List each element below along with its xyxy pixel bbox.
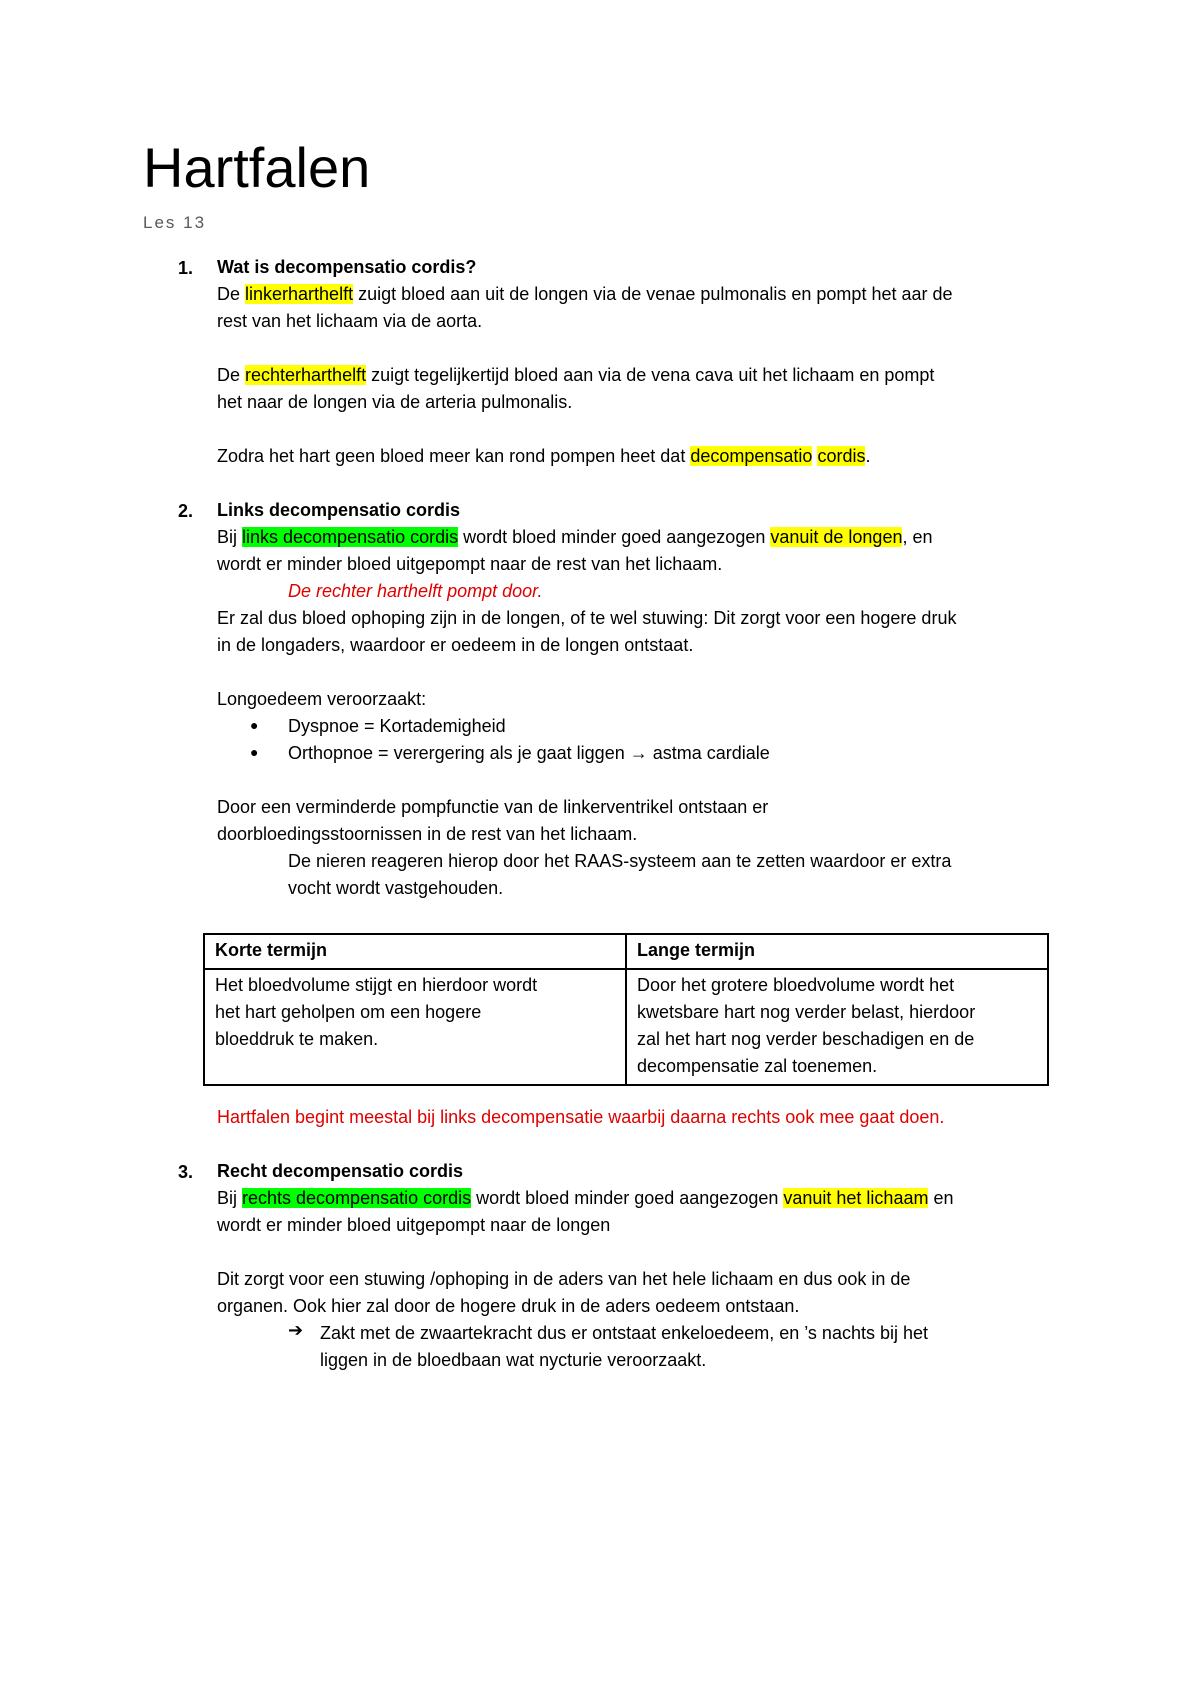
- bullet-icon: ●: [250, 717, 259, 733]
- section-1-paragraph-1-line-2: rest van het lichaam via de aorta.: [217, 311, 483, 331]
- highlight-vanuit-de-longen: vanuit de longen: [770, 527, 903, 547]
- section-2-number: 2.: [178, 501, 194, 521]
- section-3-line-4: organen. Ook hier zal door de hogere druk in de aders oedeem ontstaan.: [217, 1296, 800, 1316]
- section-1-heading: Wat is decompensatio cordis?: [217, 257, 477, 277]
- cell-line: zal het hart nog verder beschadigen en de: [637, 1029, 975, 1049]
- section-3-line-3: Dit zorgt voor een stuwing /ophoping in de aders van het hele lichaam en dus ook in de: [217, 1269, 911, 1289]
- text: wordt bloed minder goed aangezogen: [471, 1188, 784, 1208]
- page-title: Hartfalen: [143, 136, 371, 199]
- text: Bij: [217, 1188, 243, 1208]
- page-subtitle: Les 13: [143, 213, 207, 232]
- table-header-row: [204, 934, 1048, 969]
- cell-line: bloeddruk te maken.: [215, 1029, 379, 1049]
- text: Bij: [217, 527, 243, 547]
- highlight-linkerharthelft: linkerharthelft: [245, 284, 354, 304]
- table-header-long: Lange termijn: [626, 934, 1048, 969]
- section-1-paragraph-2-line-2: het naar de longen via de arteria pulmonalis.: [217, 392, 573, 412]
- section-2-line-2: wordt er minder bloed uitgepompt naar de rest van het lichaam.: [217, 554, 723, 574]
- text: .: [865, 446, 871, 466]
- cell-line: het hart geholpen om een hogere: [215, 1002, 482, 1022]
- section-2-para-5-line-1: Door een verminderde pompfunctie van de linkerventrikel ontstaan er: [217, 797, 769, 817]
- section-3-arrow-line-1: Zakt met de zwaartekracht dus er ontstaat enkeloedeem, en ’s nachts bij het: [320, 1323, 929, 1343]
- highlight-rechterharthelft: rechterharthelft: [245, 365, 367, 385]
- text: De: [217, 284, 246, 304]
- arrow-right-bold-icon: ➔: [288, 1320, 304, 1340]
- text: , en: [902, 527, 933, 547]
- highlight-decompensatio: decompensatio: [690, 446, 813, 466]
- text: zuigt tegelijkertijd bloed aan via de vena cava uit het lichaam en pompt: [366, 365, 935, 385]
- cell-line: decompensatie zal toenemen.: [637, 1056, 878, 1076]
- section-2-line-4: in de longaders, waardoor er oedeem in de longen ontstaat.: [217, 635, 694, 655]
- text: Zodra het hart geen bloed meer kan rond pompen heet dat: [217, 446, 691, 466]
- section-2-line-3: Er zal dus bloed ophoping zijn in de longen, of te wel stuwing: Dit zorgt voor een hogere druk: [217, 608, 957, 628]
- section-3-arrow-line-2: liggen in de bloedbaan wat nycturie veroorzaakt.: [320, 1350, 707, 1370]
- section-2-para-5-line-3: De nieren reageren hierop door het RAAS-systeem aan te zetten waardoor er extra: [288, 851, 952, 871]
- red-note-italic: De rechter harthelft pompt door.: [288, 581, 543, 601]
- bullet-item-1: Dyspnoe = Kortademigheid: [288, 716, 506, 736]
- text: astma cardiale: [652, 743, 770, 763]
- section-2-line-1: [217, 524, 933, 551]
- highlight-rechts-decompensatio: rechts decompensatio cordis: [242, 1188, 472, 1208]
- bullet-icon: ●: [250, 744, 259, 760]
- section-1-number: 1.: [178, 258, 194, 278]
- section-3-line-2: wordt er minder bloed uitgepompt naar de longen: [217, 1215, 611, 1235]
- highlight-vanuit-het-lichaam: vanuit het lichaam: [783, 1188, 929, 1208]
- section-2-para-5-line-2: doorbloedingsstoornissen in de rest van het lichaam.: [217, 824, 638, 844]
- table-header-short: Korte termijn: [204, 934, 626, 969]
- arrow-right-icon: →: [629, 743, 648, 763]
- section-3-line-1: [217, 1185, 954, 1212]
- section-2-para-5-line-4: vocht wordt vastgehouden.: [288, 878, 504, 898]
- section-2-heading: Links decompensatio cordis: [217, 500, 461, 520]
- text: en: [928, 1188, 954, 1208]
- section-3-heading: Recht decompensatio cordis: [217, 1161, 464, 1181]
- cell-line: Het bloedvolume stijgt en hierdoor wordt: [215, 975, 538, 995]
- text: zuigt bloed aan uit de longen via de venae pulmonalis en pompt het aar de: [353, 284, 953, 304]
- section-1-paragraph-3: [217, 443, 870, 470]
- text: Orthopnoe = verergering als je gaat liggen: [288, 743, 625, 763]
- cause-label: Longoedeem veroorzaakt:: [217, 689, 427, 709]
- bullet-item-2: [288, 740, 770, 767]
- text: wordt bloed minder goed aangezogen: [458, 527, 771, 547]
- text: De: [217, 365, 246, 385]
- table-row: [204, 969, 1048, 1085]
- term-table: [203, 933, 1049, 1086]
- red-conclusion-note: Hartfalen begint meestal bij links decompensatie waarbij daarna rechts ook mee gaat doen.: [217, 1107, 945, 1127]
- section-1-paragraph-2-line-1: [217, 362, 934, 389]
- cell-line: Door het grotere bloedvolume wordt het: [637, 975, 955, 995]
- section-3-number: 3.: [178, 1162, 194, 1182]
- section-1-paragraph-1-line-1: [217, 281, 953, 308]
- table-cell-long: [626, 969, 1048, 1085]
- highlight-links-decompensatio: links decompensatio cordis: [242, 527, 459, 547]
- highlight-cordis: cordis: [817, 446, 866, 466]
- cell-line: kwetsbare hart nog verder belast, hierdoor: [637, 1002, 976, 1022]
- table-cell-short: [204, 969, 626, 1085]
